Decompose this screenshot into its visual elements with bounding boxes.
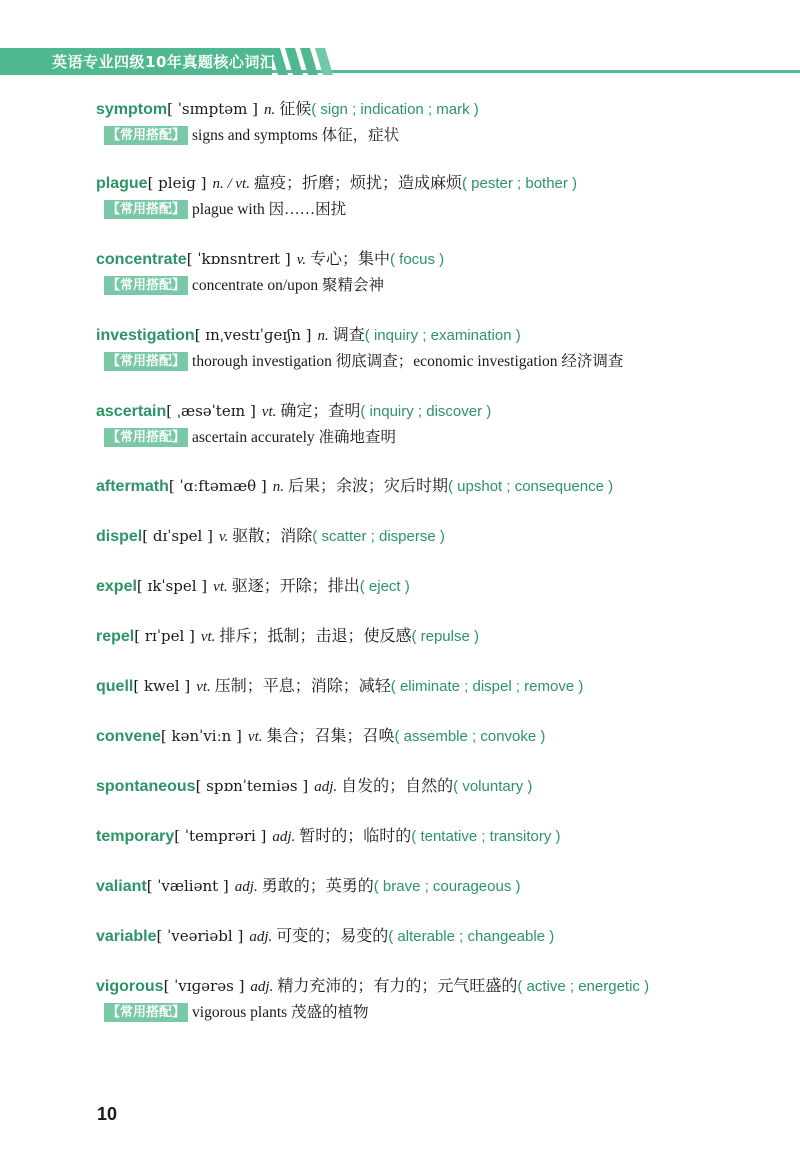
vocab-entry [96,775,780,798]
meaning: 精力充沛的；有力的；元气旺盛的 [277,978,518,995]
synonyms: ( active ; energetic ) [517,978,650,995]
headword: dispel [96,528,143,545]
synonyms: ( tentative ; transitory ) [411,828,561,845]
entry-headline [96,975,780,998]
vocab-entry [96,98,780,147]
vocab-entry [96,825,780,848]
page-number: 10 [97,1104,118,1124]
headword: vigorous [96,978,164,995]
entry-headline [96,925,780,948]
entry-headline [96,400,780,423]
phonetic: [ ˈvæliənt ] [146,877,229,895]
vocab-entry [96,525,780,548]
vocab-entry [96,575,780,598]
synonyms: ( focus ) [390,251,445,268]
meaning: 可变的；易变的 [276,928,389,945]
phonetic: [ ˈsɪmptəm ] [167,100,258,118]
phonetic: [ ˈvɪɡərəs ] [163,977,245,995]
entry-headline [96,725,780,748]
headword: plague [96,175,148,192]
collocation-text: ascertain accurately 准确地查明 [192,429,397,446]
meaning: 驱逐；开除；排出 [231,578,360,595]
part-of-speech: n. [272,479,284,495]
headword: investigation [96,327,195,344]
meaning: 专心；集中 [309,251,390,268]
vocab-entry [96,925,780,948]
entry-headline [96,625,780,648]
part-of-speech: v. [218,529,229,545]
collocation-line [104,427,780,449]
phonetic: [ spɒnˈteɪniəs ] [195,777,309,795]
collocation-text: concentrate on/upon 聚精会神 [192,277,384,294]
meaning: 自发的；自然的 [341,778,454,795]
collocation-text: signs and symptoms 体征，症状 [192,127,400,144]
phonetic: [ ˌæsəˈteɪn ] [166,402,256,420]
meaning: 集合；召集；召唤 [266,728,395,745]
part-of-speech: n. / vt. [212,176,250,192]
synonyms: ( repulse ) [411,628,479,645]
collocation-line [104,275,780,297]
collocation-label: 【常用搭配】 [104,200,188,219]
meaning: 暂时的；临时的 [299,828,412,845]
meaning: 排斥；抵制；击退；使反感 [219,628,412,645]
part-of-speech: vt. [247,729,263,745]
headword: convene [96,728,161,745]
meaning: 确定；查明 [280,403,361,420]
phonetic: [ ˈveəriəbl ] [156,927,244,945]
part-of-speech: vt. [261,404,277,420]
collocation-label: 【常用搭配】 [104,352,188,371]
headword: variable [96,928,157,945]
phonetic: [ ˈɑːftəmæθ ] [168,477,267,495]
entry-headline [96,475,780,498]
vocab-entry [96,475,780,498]
collocation-text: thorough investigation 彻底调查；economic investigation 经济调查 [192,353,624,370]
part-of-speech: adj. [234,879,258,895]
collocation-line [104,199,780,221]
entry-headline [96,248,780,271]
entry-headline [96,525,780,548]
part-of-speech: n. [317,328,329,344]
collocation-text: plague with 因……困扰 [192,201,347,218]
meaning: 驱散；消除 [232,528,313,545]
collocation-line [104,351,780,373]
synonyms: ( eliminate ; dispel ; remove ) [390,678,584,695]
entry-headline [96,875,780,898]
synonyms: ( pester ; bother ) [462,175,578,192]
vocab-entry [96,324,780,373]
phonetic: [ ɪkˈspel ] [136,577,208,595]
entry-headline [96,172,780,195]
synonyms: ( voluntary ) [453,778,533,795]
part-of-speech: vt. [200,629,216,645]
meaning: 征候 [279,101,312,118]
entry-headline [96,324,780,347]
part-of-speech: adj. [314,779,338,795]
entry-headline [96,825,780,848]
meaning: 勇敢的；英勇的 [261,878,374,895]
vocab-entry [96,675,780,698]
headword: aftermath [96,478,169,495]
header-title: 英语专业四级10年真题核心词汇 [52,53,276,71]
part-of-speech: adj. [272,829,296,845]
headword: valiant [96,878,147,895]
headword: spontaneous [96,778,196,795]
phonetic: [ rɪˈpel ] [134,627,195,645]
headword: symptom [96,101,168,118]
collocation-text: vigorous plants 茂盛的植物 [192,1004,369,1021]
collocation-label: 【常用搭配】 [104,1003,188,1022]
headword: concentrate [96,251,187,268]
meaning: 调查 [332,327,365,344]
vocab-entry [96,172,780,221]
part-of-speech: adj. [250,979,274,995]
headword: quell [96,678,134,695]
synonyms: ( inquiry ; discover ) [360,403,492,420]
phonetic: [ ˈtemprəri ] [174,827,267,845]
vocab-entry [96,975,780,1024]
vocab-entry [96,725,780,748]
headword: temporary [96,828,175,845]
phonetic: [ kwel ] [133,677,191,695]
part-of-speech: vt. [213,579,228,595]
part-of-speech: vt. [196,679,211,695]
headword: ascertain [96,403,167,420]
collocation-label: 【常用搭配】 [104,276,188,295]
vocab-entry [96,875,780,898]
synonyms: ( alterable ; changeable ) [388,928,555,945]
synonyms: ( assemble ; convoke ) [394,728,546,745]
synonyms: ( sign ; indication ; mark ) [311,101,479,118]
synonyms: ( upshot ; consequence ) [448,478,614,495]
phonetic: [ pleiɡ ] [147,174,207,192]
entry-headline [96,575,780,598]
headword: expel [96,578,137,595]
part-of-speech: n. [263,102,276,118]
collocation-label: 【常用搭配】 [104,428,188,447]
collocation-label: 【常用搭配】 [104,126,188,145]
synonyms: ( inquiry ; examination ) [364,327,521,344]
synonyms: ( scatter ; disperse ) [312,528,445,545]
meaning: 瘟疫；折磨；烦扰；造成麻烦 [253,175,462,192]
phonetic: [ dɪˈspel ] [142,527,213,545]
vocab-entry [96,625,780,648]
meaning: 压制；平息；消除；减轻 [214,678,391,695]
headword: repel [96,628,135,645]
phonetic: [ ˈkɒnsntreɪt ] [186,250,291,268]
phonetic: [ ɪnˌvestɪˈɡeɪʃn ] [194,326,312,344]
phonetic: [ kənˈviːn ] [160,727,242,745]
collocation-line [104,125,780,147]
entry-headline [96,98,780,121]
synonyms: ( brave ; courageous ) [373,878,521,895]
entry-headline [96,775,780,798]
vocab-entry [96,400,780,449]
part-of-speech: adj. [249,929,273,945]
part-of-speech: v. [296,252,306,268]
synonyms: ( eject ) [359,578,410,595]
vocab-entry [96,248,780,297]
collocation-line [104,1002,780,1024]
meaning: 后果；余波；灾后时期 [288,478,449,495]
entry-headline [96,675,780,698]
